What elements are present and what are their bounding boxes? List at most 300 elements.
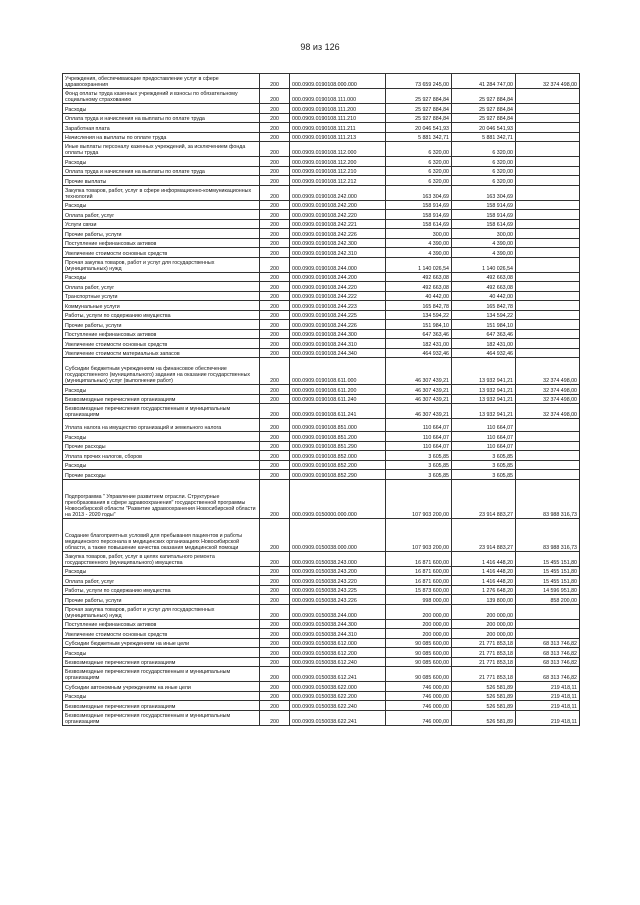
row-unexecuted-amount-cell: 68 313 746,82	[516, 667, 580, 682]
row-executed-amount-cell: 23 914 883,27	[452, 518, 516, 551]
row-line-code-cell: 200	[260, 460, 290, 470]
row-classification-code-cell: 000.0909.0190108.242.310	[290, 248, 386, 258]
row-executed-amount-cell: 13 932 941,21	[452, 404, 516, 419]
row-classification-code-cell: 000.0909.0190108.851.290	[290, 441, 386, 451]
row-approved-amount-cell: 134 594,22	[386, 310, 452, 320]
row-approved-amount-cell: 46 307 439,21	[386, 394, 452, 404]
row-unexecuted-amount-cell	[516, 348, 580, 358]
row-approved-amount-cell: 492 663,08	[386, 272, 452, 282]
row-executed-amount-cell: 6 320,00	[452, 142, 516, 157]
row-line-code-cell: 200	[260, 310, 290, 320]
row-approved-amount-cell: 647 363,46	[386, 329, 452, 339]
row-line-code-cell: 200	[260, 701, 290, 711]
row-line-code-cell: 200	[260, 710, 290, 725]
row-classification-code-cell: 000.0909.0190108.111.211	[290, 123, 386, 133]
row-unexecuted-amount-cell	[516, 238, 580, 248]
table-row	[63, 629, 580, 639]
row-unexecuted-amount-cell	[516, 301, 580, 311]
row-unexecuted-amount-cell	[516, 282, 580, 292]
row-name-cell: Поступление нефинансовых активов	[63, 619, 260, 629]
row-classification-code-cell: 000.0909.0190108.242.220	[290, 210, 386, 220]
row-executed-amount-cell: 1 416 448,20	[452, 566, 516, 576]
row-unexecuted-amount-cell	[516, 123, 580, 133]
row-classification-code-cell: 000.0909.0190108.244.200	[290, 272, 386, 282]
row-unexecuted-amount-cell	[516, 432, 580, 442]
row-executed-amount-cell: 163 304,69	[452, 185, 516, 200]
row-name-cell: Прочие работы, услуги	[63, 320, 260, 330]
table-row	[63, 518, 580, 551]
row-executed-amount-cell: 1 140 026,54	[452, 257, 516, 272]
row-approved-amount-cell: 20 046 541,93	[386, 123, 452, 133]
row-line-code-cell: 200	[260, 229, 290, 239]
table-row	[63, 238, 580, 248]
row-name-cell: Уплата налога на имущество организаций и земельного налога	[63, 419, 260, 432]
row-classification-code-cell: 000.0909.0190108.851.000	[290, 419, 386, 432]
budget-table-body	[63, 74, 580, 726]
row-approved-amount-cell: 746 000,00	[386, 682, 452, 692]
row-executed-amount-cell: 3 605,85	[452, 460, 516, 470]
row-name-cell: Безвозмездные перечисления государственным и муниципальным организациям	[63, 404, 260, 419]
row-unexecuted-amount-cell	[516, 210, 580, 220]
table-row	[63, 89, 580, 104]
row-approved-amount-cell: 25 927 884,84	[386, 89, 452, 104]
table-row	[63, 358, 580, 385]
row-approved-amount-cell: 158 914,69	[386, 200, 452, 210]
row-line-code-cell: 200	[260, 282, 290, 292]
row-unexecuted-amount-cell	[516, 166, 580, 176]
row-line-code-cell: 200	[260, 394, 290, 404]
row-unexecuted-amount-cell	[516, 229, 580, 239]
row-classification-code-cell: 000.0909.0150038.244.000	[290, 604, 386, 619]
row-classification-code-cell: 000.0909.0150038.622.241	[290, 710, 386, 725]
row-name-cell: Увеличение стоимости основных средств	[63, 339, 260, 349]
row-approved-amount-cell: 492 663,08	[386, 282, 452, 292]
row-classification-code-cell: 000.0909.0150000.000.000	[290, 479, 386, 518]
row-classification-code-cell: 000.0909.0190108.242.300	[290, 238, 386, 248]
row-classification-code-cell: 000.0909.0190108.611.200	[290, 385, 386, 395]
row-name-cell: Расходы	[63, 460, 260, 470]
row-line-code-cell: 200	[260, 657, 290, 667]
row-executed-amount-cell: 21 771 853,18	[452, 657, 516, 667]
row-approved-amount-cell: 163 304,69	[386, 185, 452, 200]
row-name-cell: Уплата прочих налогов, сборов	[63, 451, 260, 461]
row-approved-amount-cell: 90 085 600,00	[386, 638, 452, 648]
row-approved-amount-cell: 200 000,00	[386, 619, 452, 629]
row-line-code-cell: 200	[260, 404, 290, 419]
table-row	[63, 451, 580, 461]
row-classification-code-cell: 000.0909.0190108.244.223	[290, 301, 386, 311]
row-executed-amount-cell: 3 605,85	[452, 470, 516, 480]
row-name-cell: Расходы	[63, 385, 260, 395]
row-name-cell: Прочие выплаты	[63, 176, 260, 186]
row-line-code-cell: 200	[260, 89, 290, 104]
table-row	[63, 667, 580, 682]
row-unexecuted-amount-cell	[516, 157, 580, 167]
row-unexecuted-amount-cell	[516, 460, 580, 470]
row-approved-amount-cell: 6 320,00	[386, 157, 452, 167]
row-executed-amount-cell: 25 927 884,84	[452, 89, 516, 104]
row-executed-amount-cell: 3 605,85	[452, 451, 516, 461]
row-approved-amount-cell: 90 085 600,00	[386, 657, 452, 667]
row-name-cell: Расходы	[63, 272, 260, 282]
row-approved-amount-cell: 90 085 600,00	[386, 667, 452, 682]
table-row	[63, 257, 580, 272]
row-unexecuted-amount-cell	[516, 185, 580, 200]
row-approved-amount-cell: 90 085 600,00	[386, 648, 452, 658]
row-line-code-cell: 200	[260, 176, 290, 186]
row-executed-amount-cell: 139 800,00	[452, 595, 516, 605]
row-classification-code-cell: 000.0909.0190108.611.241	[290, 404, 386, 419]
row-line-code-cell: 200	[260, 479, 290, 518]
row-name-cell: Прочие расходы	[63, 470, 260, 480]
row-executed-amount-cell: 492 663,08	[452, 272, 516, 282]
table-row	[63, 348, 580, 358]
row-unexecuted-amount-cell: 219 418,11	[516, 691, 580, 701]
row-name-cell: Заработная плата	[63, 123, 260, 133]
row-name-cell: Расходы	[63, 648, 260, 658]
row-name-cell: Работы, услуги по содержанию имущества	[63, 310, 260, 320]
row-executed-amount-cell: 6 320,00	[452, 157, 516, 167]
table-row	[63, 248, 580, 258]
row-name-cell: Увеличение стоимости материальных запасов	[63, 348, 260, 358]
table-row	[63, 339, 580, 349]
row-line-code-cell: 200	[260, 441, 290, 451]
row-name-cell: Субсидии бюджетным учреждениям на иные цели	[63, 638, 260, 648]
row-executed-amount-cell: 200 000,00	[452, 629, 516, 639]
row-executed-amount-cell: 1 416 448,20	[452, 551, 516, 566]
row-unexecuted-amount-cell	[516, 132, 580, 142]
row-classification-code-cell: 000.0909.0150038.622.000	[290, 682, 386, 692]
row-classification-code-cell: 000.0909.0190108.242.000	[290, 185, 386, 200]
row-name-cell: Поступление нефинансовых активов	[63, 238, 260, 248]
row-classification-code-cell: 000.0909.0150038.243.225	[290, 585, 386, 595]
row-classification-code-cell: 000.0909.0150038.244.310	[290, 629, 386, 639]
row-name-cell: Услуги связи	[63, 219, 260, 229]
table-row	[63, 123, 580, 133]
row-line-code-cell: 200	[260, 451, 290, 461]
row-line-code-cell: 200	[260, 551, 290, 566]
row-name-cell: Коммунальные услуги	[63, 301, 260, 311]
table-row	[63, 113, 580, 123]
row-name-cell: Безвозмездные перечисления государственным и муниципальным организациям	[63, 667, 260, 682]
row-name-cell: Увеличение стоимости основных средств	[63, 248, 260, 258]
row-name-cell: Субсидии бюджетным учреждениям на финансовое обеспечение государственного (муниципального) задания на оказание государственных (муниципальных) услуг (выполнение работ)	[63, 358, 260, 385]
table-row	[63, 460, 580, 470]
row-approved-amount-cell: 158 614,69	[386, 219, 452, 229]
table-row	[63, 657, 580, 667]
row-line-code-cell: 200	[260, 604, 290, 619]
row-classification-code-cell: 000.0909.0190108.244.220	[290, 282, 386, 292]
table-row	[63, 682, 580, 692]
row-executed-amount-cell: 1 276 648,20	[452, 585, 516, 595]
table-row	[63, 329, 580, 339]
row-classification-code-cell: 000.0909.0190108.112.212	[290, 176, 386, 186]
row-line-code-cell: 200	[260, 667, 290, 682]
row-line-code-cell: 200	[260, 142, 290, 157]
row-line-code-cell: 200	[260, 74, 290, 89]
row-executed-amount-cell: 41 284 747,00	[452, 74, 516, 89]
row-classification-code-cell: 000.0909.0150038.243.200	[290, 566, 386, 576]
row-executed-amount-cell: 134 594,22	[452, 310, 516, 320]
row-unexecuted-amount-cell	[516, 113, 580, 123]
row-classification-code-cell: 000.0909.0190108.112.200	[290, 157, 386, 167]
row-classification-code-cell: 000.0909.0150038.612.200	[290, 648, 386, 658]
row-approved-amount-cell: 110 664,07	[386, 432, 452, 442]
row-approved-amount-cell: 107 903 200,00	[386, 479, 452, 518]
table-row	[63, 479, 580, 518]
table-row	[63, 585, 580, 595]
row-name-cell: Иные выплаты персоналу казенных учреждений, за исключением фонда оплаты труда	[63, 142, 260, 157]
table-row	[63, 291, 580, 301]
row-executed-amount-cell: 526 581,89	[452, 710, 516, 725]
row-line-code-cell: 200	[260, 432, 290, 442]
row-classification-code-cell: 000.0909.0190108.111.000	[290, 89, 386, 104]
table-row	[63, 441, 580, 451]
row-classification-code-cell: 000.0909.0190108.112.210	[290, 166, 386, 176]
row-approved-amount-cell: 15 873 600,00	[386, 585, 452, 595]
row-name-cell: Расходы	[63, 200, 260, 210]
row-approved-amount-cell: 46 307 439,21	[386, 404, 452, 419]
row-approved-amount-cell: 182 431,00	[386, 339, 452, 349]
row-line-code-cell: 200	[260, 248, 290, 258]
row-approved-amount-cell: 998 000,00	[386, 595, 452, 605]
row-classification-code-cell: 000.0909.0190108.000.000	[290, 74, 386, 89]
row-executed-amount-cell: 6 320,00	[452, 176, 516, 186]
row-executed-amount-cell: 5 881 342,71	[452, 132, 516, 142]
row-line-code-cell: 200	[260, 210, 290, 220]
row-name-cell: Прочие работы, услуги	[63, 595, 260, 605]
row-unexecuted-amount-cell: 219 418,11	[516, 682, 580, 692]
row-line-code-cell: 200	[260, 113, 290, 123]
row-approved-amount-cell: 40 442,00	[386, 291, 452, 301]
row-unexecuted-amount-cell	[516, 470, 580, 480]
row-approved-amount-cell: 200 000,00	[386, 629, 452, 639]
table-row	[63, 320, 580, 330]
row-line-code-cell: 200	[260, 301, 290, 311]
row-classification-code-cell: 000.0909.0150038.622.200	[290, 691, 386, 701]
row-approved-amount-cell: 746 000,00	[386, 710, 452, 725]
row-line-code-cell: 200	[260, 157, 290, 167]
row-executed-amount-cell: 25 927 884,84	[452, 113, 516, 123]
row-name-cell: Прочая закупка товаров, работ и услуг для государственных (муниципальных) нужд	[63, 604, 260, 619]
row-classification-code-cell: 000.0909.0190108.244.226	[290, 320, 386, 330]
row-executed-amount-cell: 110 664,07	[452, 419, 516, 432]
row-name-cell: Фонд оплаты труда казенных учреждений и взносы по обязательному социальному страхованию	[63, 89, 260, 104]
row-approved-amount-cell: 3 605,85	[386, 460, 452, 470]
row-line-code-cell: 200	[260, 419, 290, 432]
row-classification-code-cell: 000.0909.0190108.244.340	[290, 348, 386, 358]
row-unexecuted-amount-cell: 32 374 498,00	[516, 394, 580, 404]
row-approved-amount-cell: 107 903 200,00	[386, 518, 452, 551]
row-classification-code-cell: 000.0909.0190108.111.210	[290, 113, 386, 123]
row-classification-code-cell: 000.0909.0190108.244.310	[290, 339, 386, 349]
row-classification-code-cell: 000.0909.0150038.612.000	[290, 638, 386, 648]
row-name-cell: Расходы	[63, 691, 260, 701]
table-row	[63, 551, 580, 566]
table-row	[63, 638, 580, 648]
row-classification-code-cell: 000.0909.0190108.852.200	[290, 460, 386, 470]
table-row	[63, 404, 580, 419]
row-approved-amount-cell: 3 605,85	[386, 451, 452, 461]
table-row	[63, 282, 580, 292]
row-line-code-cell: 200	[260, 638, 290, 648]
row-executed-amount-cell: 23 914 883,27	[452, 479, 516, 518]
row-name-cell: Безвозмездные перечисления организациям	[63, 394, 260, 404]
row-approved-amount-cell: 5 881 342,71	[386, 132, 452, 142]
row-line-code-cell: 200	[260, 629, 290, 639]
row-unexecuted-amount-cell	[516, 441, 580, 451]
table-row	[63, 566, 580, 576]
table-row	[63, 210, 580, 220]
row-name-cell: Оплата работ, услуг	[63, 282, 260, 292]
row-line-code-cell: 200	[260, 682, 290, 692]
row-name-cell: Транспортные услуги	[63, 291, 260, 301]
row-approved-amount-cell: 46 307 439,21	[386, 358, 452, 385]
table-row	[63, 74, 580, 89]
row-line-code-cell: 200	[260, 576, 290, 586]
row-unexecuted-amount-cell	[516, 272, 580, 282]
row-classification-code-cell: 000.0909.0150038.243.226	[290, 595, 386, 605]
row-executed-amount-cell: 13 932 941,21	[452, 385, 516, 395]
table-row	[63, 219, 580, 229]
row-unexecuted-amount-cell	[516, 419, 580, 432]
table-row	[63, 394, 580, 404]
row-unexecuted-amount-cell: 32 374 498,00	[516, 358, 580, 385]
row-classification-code-cell: 000.0909.0190108.611.240	[290, 394, 386, 404]
row-classification-code-cell: 000.0909.0150038.243.000	[290, 551, 386, 566]
table-row	[63, 619, 580, 629]
row-classification-code-cell: 000.0909.0190108.851.200	[290, 432, 386, 442]
row-name-cell: Работы, услуги по содержанию имущества	[63, 585, 260, 595]
row-name-cell: Расходы	[63, 432, 260, 442]
row-line-code-cell: 200	[260, 585, 290, 595]
table-row	[63, 648, 580, 658]
row-name-cell: Расходы	[63, 104, 260, 114]
row-executed-amount-cell: 21 771 853,18	[452, 638, 516, 648]
row-unexecuted-amount-cell: 15 455 151,80	[516, 576, 580, 586]
row-unexecuted-amount-cell	[516, 104, 580, 114]
table-row	[63, 576, 580, 586]
row-executed-amount-cell: 110 664,07	[452, 432, 516, 442]
row-classification-code-cell: 000.0909.0190108.852.000	[290, 451, 386, 461]
row-line-code-cell: 200	[260, 132, 290, 142]
page-number: 98 из 126	[300, 42, 340, 52]
row-executed-amount-cell: 647 363,46	[452, 329, 516, 339]
row-approved-amount-cell: 1 140 026,54	[386, 257, 452, 272]
row-executed-amount-cell: 158 914,69	[452, 200, 516, 210]
row-unexecuted-amount-cell	[516, 451, 580, 461]
table-row	[63, 104, 580, 114]
row-classification-code-cell: 000.0909.0150038.243.220	[290, 576, 386, 586]
row-approved-amount-cell: 3 605,85	[386, 470, 452, 480]
row-line-code-cell: 200	[260, 339, 290, 349]
row-line-code-cell: 200	[260, 518, 290, 551]
row-classification-code-cell: 000.0909.0190108.242.200	[290, 200, 386, 210]
table-row	[63, 157, 580, 167]
table-row	[63, 229, 580, 239]
row-name-cell: Создание благоприятных условий для пребывания пациентов и работы медицинского персонала в медицинских организациях Новосибирской области, а также повышение качества оказания медицинской помощи	[63, 518, 260, 551]
row-name-cell: Прочие работы, услуги	[63, 229, 260, 239]
row-executed-amount-cell: 25 927 884,84	[452, 104, 516, 114]
row-name-cell: Расходы	[63, 157, 260, 167]
row-unexecuted-amount-cell	[516, 329, 580, 339]
table-row	[63, 419, 580, 432]
row-approved-amount-cell: 16 871 600,00	[386, 566, 452, 576]
row-executed-amount-cell: 158 614,69	[452, 219, 516, 229]
row-approved-amount-cell: 25 927 884,84	[386, 113, 452, 123]
row-classification-code-cell: 000.0909.0190108.242.226	[290, 229, 386, 239]
row-executed-amount-cell: 151 984,10	[452, 320, 516, 330]
table-row	[63, 710, 580, 725]
row-executed-amount-cell: 13 932 941,21	[452, 394, 516, 404]
row-executed-amount-cell: 526 581,89	[452, 682, 516, 692]
row-unexecuted-amount-cell	[516, 176, 580, 186]
row-approved-amount-cell: 4 390,00	[386, 238, 452, 248]
row-approved-amount-cell: 110 664,07	[386, 441, 452, 451]
table-row	[63, 310, 580, 320]
row-name-cell: Безвозмездные перечисления организациям	[63, 657, 260, 667]
row-executed-amount-cell: 492 663,08	[452, 282, 516, 292]
row-approved-amount-cell: 16 871 600,00	[386, 551, 452, 566]
row-name-cell: Увеличение стоимости основных средств	[63, 629, 260, 639]
row-approved-amount-cell: 6 320,00	[386, 176, 452, 186]
table-row	[63, 185, 580, 200]
row-line-code-cell: 200	[260, 291, 290, 301]
row-approved-amount-cell: 6 320,00	[386, 166, 452, 176]
row-approved-amount-cell: 300,00	[386, 229, 452, 239]
row-name-cell: Прочая закупка товаров, работ и услуг для государственных (муниципальных) нужд	[63, 257, 260, 272]
row-line-code-cell: 200	[260, 648, 290, 658]
row-line-code-cell: 200	[260, 595, 290, 605]
table-row	[63, 691, 580, 701]
row-name-cell: Подпрограмма " Управление развитием отрасли. Структурные преобразования в сфере здравоохранения" государственной программы Новосибирской области "Развитие здравоохранения Новосибирской области на 2013 - 2020 годы"	[63, 479, 260, 518]
table-row	[63, 132, 580, 142]
row-line-code-cell: 200	[260, 166, 290, 176]
row-executed-amount-cell: 21 771 853,18	[452, 667, 516, 682]
row-unexecuted-amount-cell	[516, 248, 580, 258]
table-row	[63, 166, 580, 176]
row-name-cell: Оплата работ, услуг	[63, 210, 260, 220]
budget-table	[62, 73, 580, 726]
row-line-code-cell: 200	[260, 272, 290, 282]
row-unexecuted-amount-cell	[516, 257, 580, 272]
row-classification-code-cell: 000.0909.0190108.111.200	[290, 104, 386, 114]
row-executed-amount-cell: 110 664,07	[452, 441, 516, 451]
row-unexecuted-amount-cell: 32 374 498,00	[516, 404, 580, 419]
row-line-code-cell: 200	[260, 566, 290, 576]
table-row	[63, 200, 580, 210]
row-line-code-cell: 200	[260, 385, 290, 395]
row-unexecuted-amount-cell: 32 374 498,00	[516, 385, 580, 395]
row-classification-code-cell: 000.0909.0190108.244.300	[290, 329, 386, 339]
row-line-code-cell: 200	[260, 200, 290, 210]
table-row	[63, 272, 580, 282]
table-row	[63, 604, 580, 619]
row-line-code-cell: 200	[260, 358, 290, 385]
row-classification-code-cell: 000.0909.0190108.244.000	[290, 257, 386, 272]
row-approved-amount-cell: 464 932,46	[386, 348, 452, 358]
row-executed-amount-cell: 200 000,00	[452, 619, 516, 629]
row-line-code-cell: 200	[260, 320, 290, 330]
table-row	[63, 470, 580, 480]
row-line-code-cell: 200	[260, 691, 290, 701]
row-unexecuted-amount-cell: 14 596 951,80	[516, 585, 580, 595]
table-row	[63, 432, 580, 442]
row-name-cell: Закупка товаров, работ, услуг в сфере информационно-коммуникационных технологий	[63, 185, 260, 200]
row-classification-code-cell: 000.0909.0190108.242.221	[290, 219, 386, 229]
row-approved-amount-cell: 46 307 439,21	[386, 385, 452, 395]
row-unexecuted-amount-cell: 32 374 498,00	[516, 74, 580, 89]
